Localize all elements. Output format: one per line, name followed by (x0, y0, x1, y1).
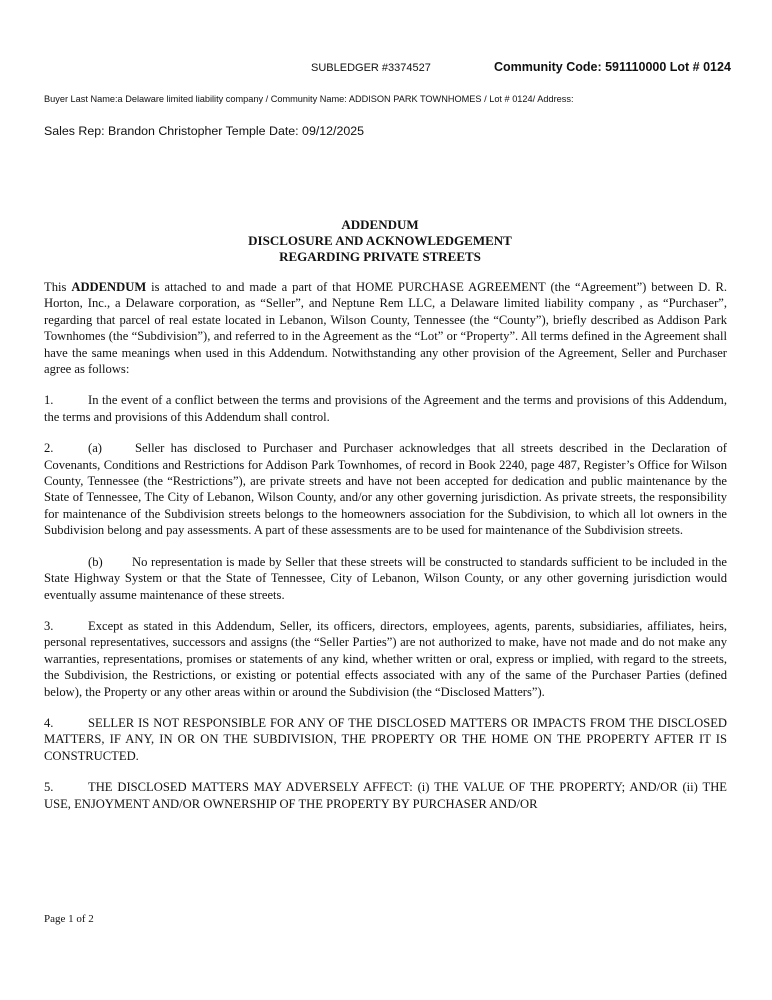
section-text: SELLER IS NOT RESPONSIBLE FOR ANY OF THE DISCLOSED MATTERS OR IMPACTS FROM THE DISCLOSED MATTERS, IF ANY, IN OR ON THE SUBDIVISION, THE PROPERTY OR THE HOME ON THE PROPERTY AFTER IT IS CONSTRUCTED. (44, 715, 727, 763)
page-number: Page 1 of 2 (44, 913, 94, 925)
section-number: 2. (44, 441, 54, 456)
title-line-2: DISCLOSURE AND ACKNOWLEDGEMENT (248, 233, 512, 248)
community-code: Community Code: 591110000 Lot # 0124 (494, 60, 731, 74)
document-title (0, 217, 760, 265)
section-number: 1. (44, 393, 54, 408)
section-text: Except as stated in this Addendum, Seller, its officers, directors, employees, agents, parents, subsidiaries, affiliates, heirs, personal representatives, successors and assigns (the “Seller Parties”) are not authorized to make, have not made and do not make any warranties, representations, promises or statements of any kind, whether written or oral, express or implied, with regard to the streets, the Subdivision, the Restrictions, or existing or potential effects associated with any of the same of the Purchaser Parties (defined below), the Property or any other areas within or around the Subdivision (the “Disclosed Matters”). (44, 618, 727, 699)
section-5 (44, 779, 727, 812)
section-2b (44, 554, 727, 603)
subsection-label: (a) (88, 441, 102, 456)
section-number: 5. (44, 780, 54, 795)
intro-paragraph (44, 279, 727, 377)
sales-rep-line: Sales Rep: Brandon Christopher Temple Date: 09/12/2025 (44, 124, 365, 138)
intro-bold-term: ADDENDUM (71, 280, 147, 294)
section-text: Seller has disclosed to Purchaser and Purchaser acknowledges that all streets described in the Declaration of Covenants, Conditions and Restrictions for Addison Park Townhomes, of record in Book 2240, page 487, Register’s Office for Wilson County, Tennessee (the “Restrictions”), are private streets and have not been accepted for dedication and public maintenance by the State of Tennessee, The City of Lebanon, Wilson County, and/or any other governing jurisdiction. As private streets, the responsibility for maintenance of the Subdivision streets belongs to the homeowners association for the Subdivision, to which all lot owners in the Subdivision belong and pay assessments. A part of these assessments are to be used for maintenance of the Subdivision streets. (44, 441, 727, 538)
section-text: THE DISCLOSED MATTERS MAY ADVERSELY AFFECT: (i) THE VALUE OF THE PROPERTY; AND/OR (ii) THE USE, ENJOYMENT AND/OR OWNERSHIP OF THE PROPERTY BY PURCHASER AND/OR (44, 780, 727, 811)
section-2a (44, 440, 727, 538)
document-body (44, 279, 727, 812)
section-text: No representation is made by Seller that these streets will be constructed to standards sufficient to be included in the State Highway System or that the State of Tennessee, City of Lebanon, Wilson County, or any other governing jurisdiction would eventually assume maintenance of these streets. (44, 554, 727, 602)
section-1 (44, 392, 727, 425)
section-number: 3. (44, 618, 54, 633)
title-line-3: REGARDING PRIVATE STREETS (279, 249, 481, 264)
buyer-info-line: Buyer Last Name:a Delaware limited liability company / Community Name: ADDISON PARK TOWNHOMES / Lot # 0124/ Address: (44, 94, 574, 104)
section-4 (44, 715, 727, 764)
subledger-number: SUBLEDGER #3374527 (311, 62, 431, 74)
section-number: 4. (44, 715, 54, 730)
intro-lead: This (44, 280, 72, 294)
title-line-1: ADDENDUM (341, 217, 419, 232)
intro-text: is attached to and made a part of that HOME PURCHASE AGREEMENT (the “Agreement”) between D. R. Horton, Inc., a Delaware corporation, as “Seller”, and Neptune Rem LLC, a Delaware limited liability company , as “Purchaser”, regarding that parcel of real estate located in Lebanon, Wilson County, Tennessee (the “County”), briefly described as Addison Park Townhomes (the “Subdivision”), and referred to in the Agreement as the “Lot” or “Property”. All terms defined in the Agreement shall have the same meanings when used in this Addendum. Notwithstanding any other provision of the Agreement, Seller and Purchaser agree as follows: (44, 280, 727, 377)
section-text: In the event of a conflict between the terms and provisions of the Agreement and the terms and provisions of this Addendum, the terms and provisions of this Addendum shall control. (44, 393, 727, 424)
section-3 (44, 618, 727, 700)
subsection-label: (b) (88, 554, 103, 569)
header-line (0, 60, 772, 80)
